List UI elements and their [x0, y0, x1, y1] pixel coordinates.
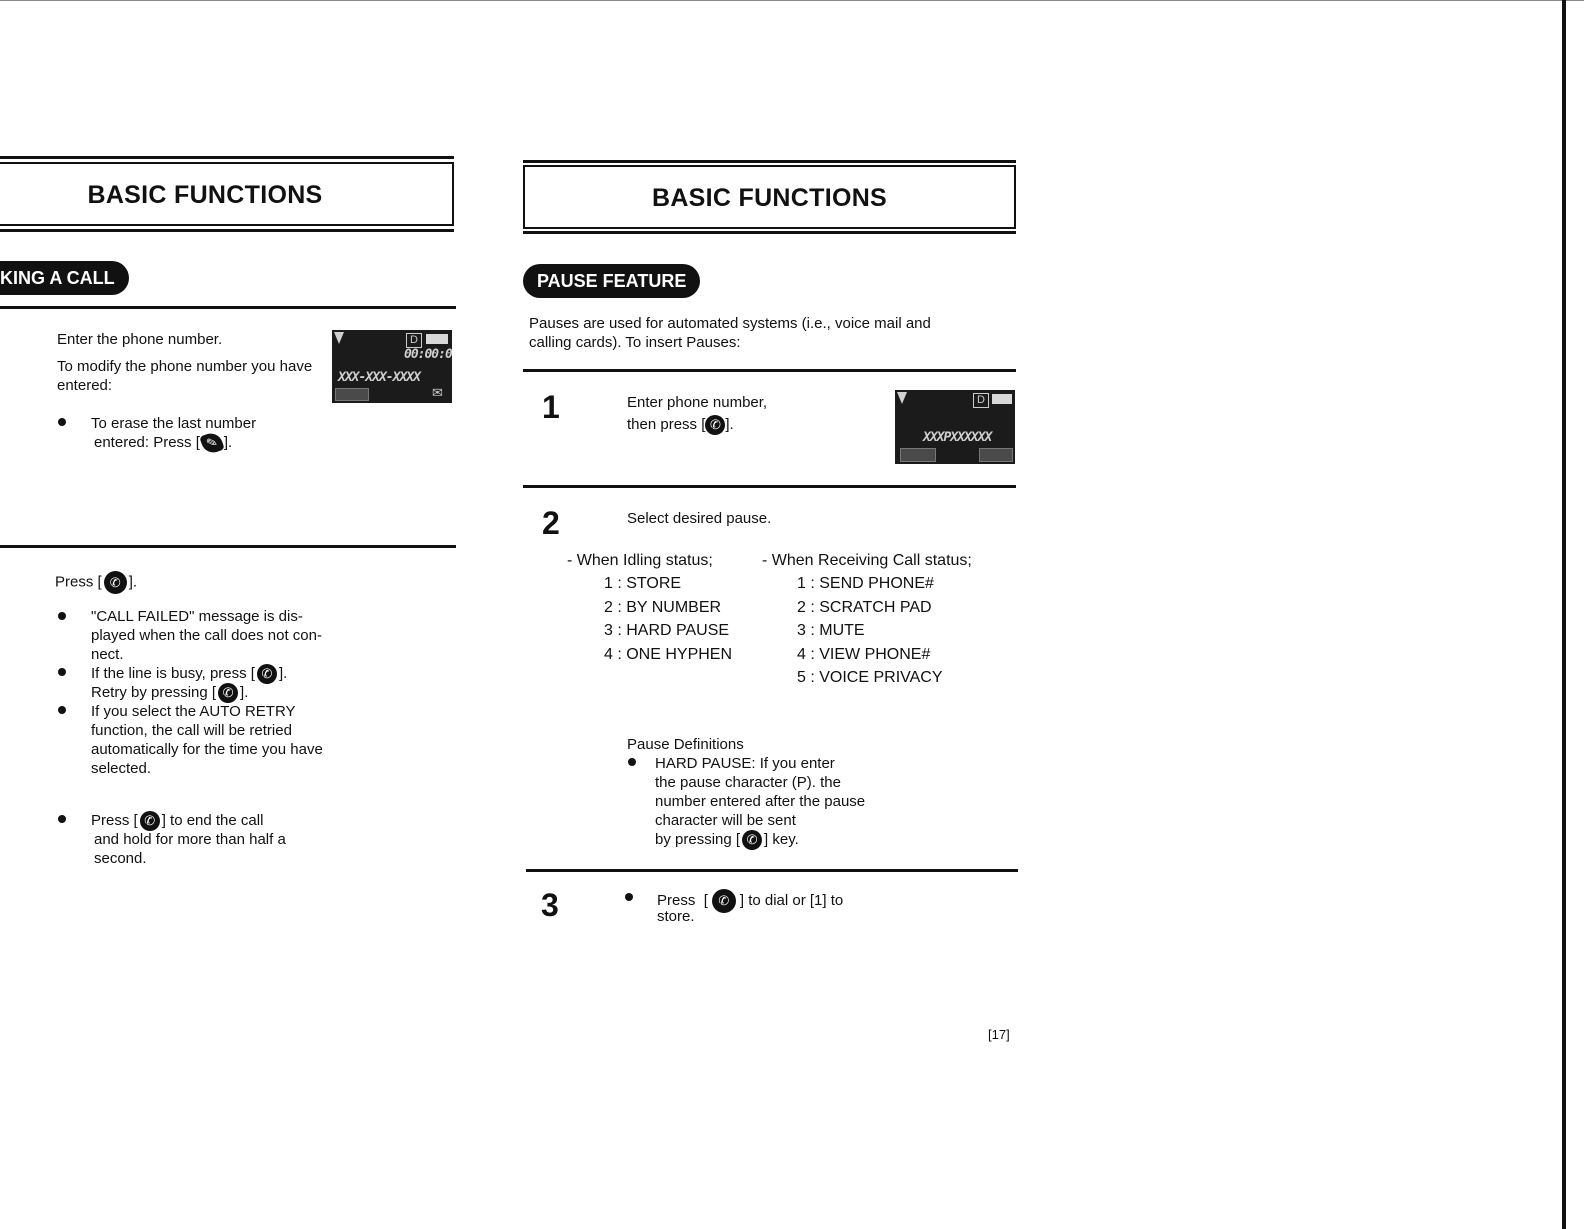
hard-pause-definition-4: character will be sent: [655, 812, 796, 829]
list-item: 2 : BY NUMBER: [604, 598, 722, 616]
left-step1-rule: [0, 306, 456, 309]
step-3-bracket: [: [703, 891, 708, 909]
digital-mode-icon: D: [973, 393, 989, 408]
step-3-line-2: store.: [657, 908, 695, 925]
lcd-softkey-left: [900, 448, 936, 462]
bullet-icon: [625, 893, 633, 901]
lcd-time-readout: 00:00:0: [404, 347, 452, 362]
step-1-press-before: then press [: [627, 416, 706, 433]
left-header-box: [0, 162, 454, 226]
erase-press-text: [94, 433, 232, 453]
end-call-text-2: and hold for more than half a: [94, 831, 286, 848]
press-send-before: Press [: [55, 573, 102, 591]
lcd-phone-number: XXX-XXX-XXXX: [338, 370, 420, 385]
list-item: 1 : SEND PHONE#: [797, 575, 934, 592]
end-key-icon: ✆: [140, 811, 160, 831]
lcd-softkey-right: [979, 448, 1013, 462]
select-desired-pause-text: Select desired pause.: [627, 510, 772, 527]
list-item: 3 : MUTE: [797, 622, 865, 639]
bullet-icon: [58, 612, 66, 620]
left-step2-rule: [0, 545, 456, 548]
left-header-rule-bottom: [0, 229, 454, 232]
list-item: 4 : VIEW PHONE#: [797, 645, 931, 663]
line-busy-before: If the line is busy, press [: [91, 665, 255, 682]
hard-pause-definition-press: [655, 830, 799, 850]
pause-definitions-heading: Pause Definitions: [627, 736, 744, 753]
hard-pause-definition-1: HARD PAUSE: If you enter: [655, 755, 835, 772]
step-1-text: Enter phone number,: [627, 394, 768, 411]
end-call-text: [91, 811, 263, 831]
pause-feature-section-pill: PAUSE FEATURE: [523, 264, 700, 298]
auto-retry-text-1: If you select the AUTO RETRY: [91, 703, 296, 720]
press-send-text: [55, 571, 137, 594]
lcd-softkey-left: [335, 388, 369, 401]
pause-key-icon: ✆: [705, 415, 725, 435]
right-header-title: BASIC FUNCTIONS: [651, 184, 888, 212]
clear-key-icon: ✎: [199, 430, 225, 456]
right-header-rule-top: [523, 160, 1016, 163]
list-item: 5 : VOICE PRIVACY: [797, 669, 943, 686]
step-3-press: Press: [657, 891, 696, 909]
idling-status-heading: - When Idling status;: [567, 552, 713, 569]
erase-last-number-text: To erase the last number: [91, 415, 257, 432]
step-3-number: 3: [541, 887, 559, 923]
erase-press-before: entered: Press [: [94, 434, 200, 451]
modify-number-text-2: entered:: [57, 377, 113, 394]
call-failed-text-2: played when the call does not con-: [91, 627, 322, 644]
right-header-box: [523, 165, 1016, 229]
end-key-icon: ✆: [257, 664, 277, 684]
step-3-after: ] to dial or [1] to: [739, 891, 844, 909]
list-item: 3 : HARD PAUSE: [604, 622, 730, 639]
right-step2-rule: [523, 485, 1016, 488]
erase-press-after: ].: [223, 434, 233, 451]
call-failed-text-1: "CALL FAILED" message is dis-: [91, 608, 303, 625]
page-right-binding-edge: [1562, 0, 1566, 1229]
retry-text: [91, 683, 248, 703]
bullet-icon: [58, 418, 66, 426]
retry-after: ].: [240, 684, 249, 701]
pause-intro-line-1: Pauses are used for automated systems (i.e., voice mail and: [529, 315, 931, 332]
lcd-phone-number-pause: XXXPXXXXXX: [923, 430, 992, 445]
step-2-number: 2: [542, 505, 560, 541]
auto-retry-text-4: selected.: [91, 760, 152, 777]
step-1-press-text: [627, 415, 734, 435]
receiving-call-list: [797, 572, 943, 690]
digital-mode-icon: D: [406, 333, 422, 348]
call-failed-text-3: nect.: [91, 646, 124, 663]
hard-pause-definition-2: the pause character (P). the: [655, 774, 841, 791]
left-header-title: BASIC FUNCTIONS: [87, 181, 323, 209]
auto-retry-text-2: function, the call will be retried: [91, 722, 292, 739]
bullet-icon: [58, 706, 66, 714]
pause-intro-line-2: calling cards). To insert Pauses:: [529, 334, 741, 351]
send-key-icon: ✆: [712, 889, 736, 913]
line-busy-after: ].: [278, 665, 288, 682]
hard-pause-definition-3: number entered after the pause: [655, 793, 866, 810]
right-step3-rule: [526, 869, 1018, 872]
list-item: 2 : SCRATCH PAD: [797, 598, 932, 616]
list-item: 4 : ONE HYPHEN: [604, 645, 733, 663]
definition-press-before: by pressing [: [655, 831, 741, 848]
right-step1-rule: [523, 369, 1016, 372]
battery-icon: [426, 334, 448, 344]
idling-status-list: [604, 572, 732, 666]
send-key-icon: ✆: [742, 830, 762, 850]
right-header-rule-bottom: [523, 231, 1016, 234]
receiving-call-heading: - When Receiving Call status;: [762, 552, 972, 569]
end-call-before: Press [: [91, 812, 138, 829]
bullet-icon: [58, 815, 66, 823]
left-header-rule-top: [0, 156, 454, 159]
send-key-icon: ✆: [104, 571, 127, 594]
line-busy-text: [91, 664, 287, 684]
definition-press-after: ] key.: [764, 831, 799, 848]
phone-display-image-pause: [895, 390, 1015, 464]
bullet-icon: [58, 668, 66, 676]
step-1-press-after: ].: [725, 416, 734, 433]
retry-before: Retry by pressing [: [91, 684, 217, 701]
signal-icon: [897, 392, 907, 404]
bullet-icon: [628, 758, 636, 766]
auto-retry-text-3: automatically for the time you have: [91, 741, 323, 758]
modify-number-text: To modify the phone number you have: [57, 358, 313, 375]
phone-display-image: [332, 330, 452, 403]
end-call-after: ] to end the call: [161, 812, 264, 829]
send-key-icon: ✆: [218, 683, 238, 703]
signal-icon: [334, 332, 344, 344]
battery-icon: [992, 394, 1012, 404]
list-item: 1 : STORE: [604, 575, 682, 592]
page-top-edge: [0, 0, 1584, 1]
press-send-after: ].: [128, 573, 138, 591]
envelope-icon: ✉: [432, 385, 443, 400]
making-a-call-section-pill: KING A CALL: [0, 261, 129, 295]
page-number: [17]: [988, 1027, 1010, 1042]
enter-number-text: Enter the phone number.: [57, 331, 223, 348]
step-1-number: 1: [542, 389, 560, 425]
end-call-text-3: second.: [94, 850, 147, 867]
